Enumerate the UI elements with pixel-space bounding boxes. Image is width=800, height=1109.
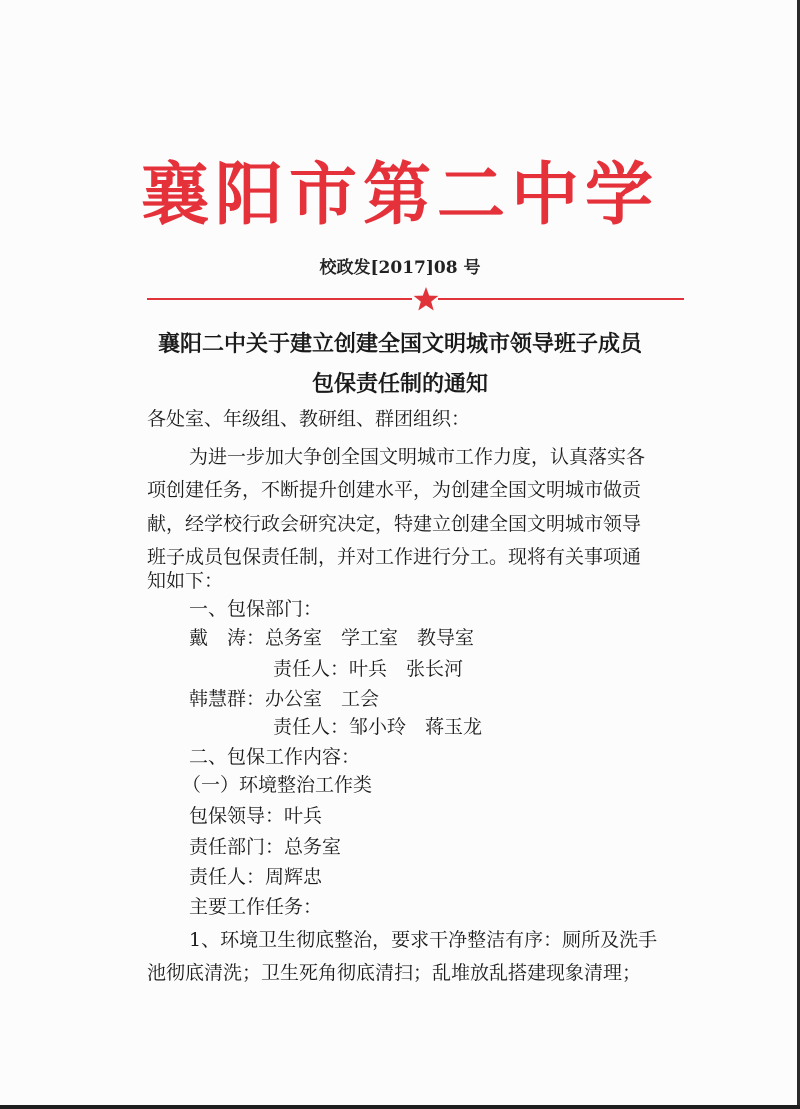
section-heading: 二、包保工作内容：: [189, 746, 361, 768]
info-line: 包保领导：叶兵: [189, 805, 323, 827]
task-line: 池彻底清洗；卫生死角彻底清扫；乱堆放乱搭建现象清理；: [147, 962, 642, 984]
section-heading: 一、包保部门：: [189, 598, 323, 620]
divider-left: [147, 298, 412, 300]
subsection-heading: （一）环境整治工作类: [182, 774, 373, 796]
paragraph-line: 项创建任务，不断提升创建水平，为创建全国文明城市做贡: [147, 479, 642, 501]
assignment-line: 韩慧群：办公室 工会: [189, 688, 380, 710]
assignment-line: 戴 涛：总务室 学工室 教导室: [189, 627, 475, 649]
paragraph-line: 知如下：: [147, 570, 224, 592]
divider-right: [438, 298, 684, 300]
scan-edge-bottom: [0, 1105, 800, 1109]
info-line: 主要工作任务：: [189, 896, 323, 918]
star-icon: [413, 286, 439, 312]
task-line: 1、环境卫生彻底整治，要求干净整洁有序：厕所及洗手: [189, 929, 658, 951]
paragraph-line: 班子成员包保责任制，并对工作进行分工。现将有关事项通: [147, 546, 642, 568]
responsible-line: 责任人：叶兵 张长河: [273, 658, 464, 680]
doc-title-line-1: 襄阳二中关于建立创建全国文明城市领导班子成员: [157, 331, 642, 357]
responsible-line: 责任人：邹小玲 蒋玉龙: [273, 716, 483, 738]
doc-title-line-2: 包保责任制的通知: [311, 371, 488, 397]
doc-number: 校政发[2017]08 号: [319, 258, 481, 278]
salutation: 各处室、年级组、教研组、群团组织：: [147, 408, 471, 430]
info-line: 责任人：周辉忠: [189, 866, 323, 888]
paragraph-line: 献，经学校行政会研究决定，特建立创建全国文明城市领导: [147, 513, 642, 535]
info-line: 责任部门：总务室: [189, 836, 342, 858]
org-title: 襄阳市第二中学: [140, 155, 659, 235]
paragraph-line: 为进一步加大争创全国文明城市工作力度，认真落实各: [189, 446, 646, 468]
